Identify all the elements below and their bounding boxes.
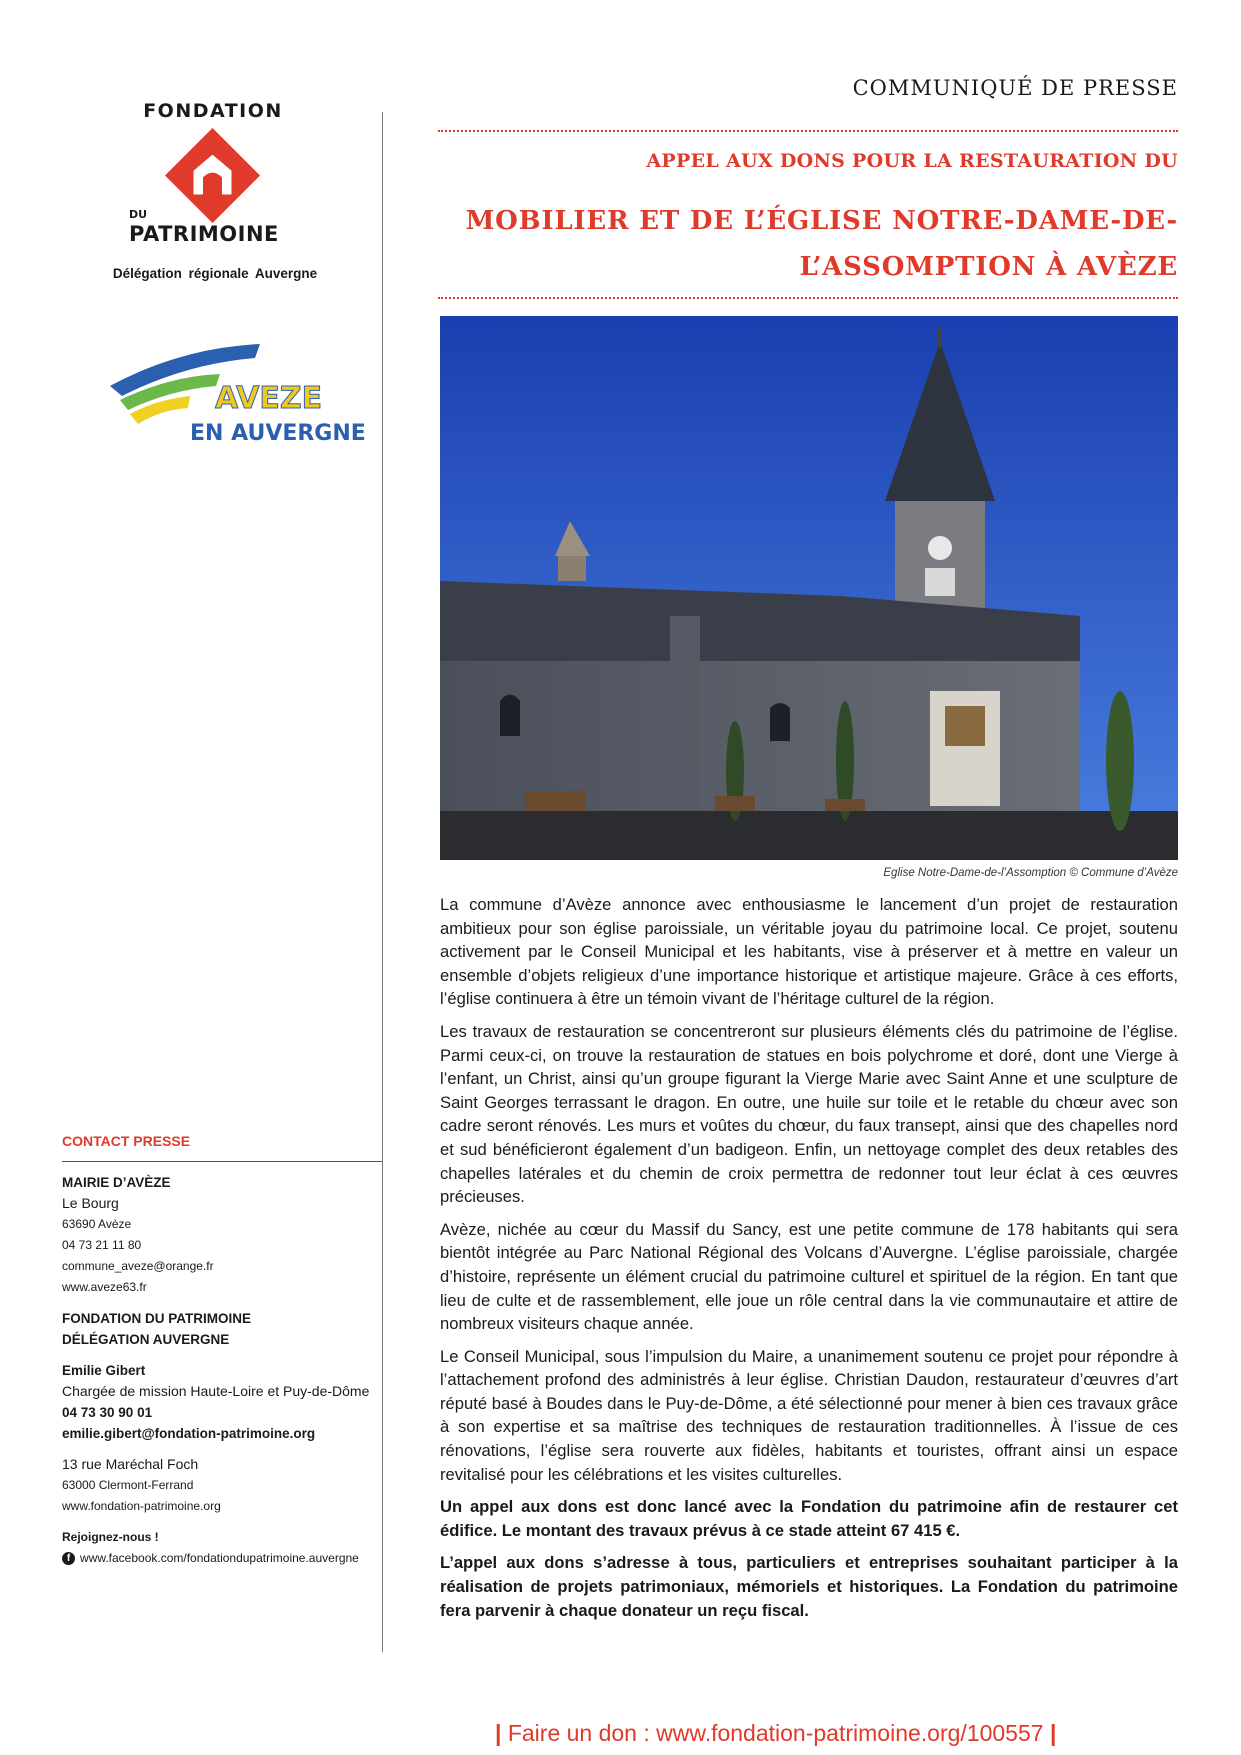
headline-line-2: MOBILIER ET DE L’ÉGLISE NOTRE-DAME-DE-L’ASSOMPTION À AVÈZE <box>465 206 1178 282</box>
header-dotted-rule-bottom <box>438 297 1178 299</box>
fondation-address-1: 13 rue Maréchal Foch <box>62 1456 199 1472</box>
facebook-row[interactable] <box>62 1548 392 1569</box>
paragraph-aveze: Avèze, nichée au cœur du Massif du Sancy, est une petite commune de 178 habitants qui sera bientôt intégrée au Parc National Régional des Volcans d’Auvergne. L’église paroissiale, chargée d’histoire, représente un élément crucial du patrimoine culturel et spirituel de la région. En tant que lieu de culte et de rassemblement, elle joue un rôle central dans la vie communautaire et attire de nombreux visiteurs chaque année. <box>440 1219 1178 1334</box>
mairie-phone: 04 73 21 11 80 <box>62 1238 142 1252</box>
donate-link[interactable] <box>495 1720 1056 1747</box>
fondation-website-link[interactable]: www.fondation-patrimoine.org <box>62 1499 221 1513</box>
delegation-label: Délégation régionale Auvergne <box>112 266 318 281</box>
aveze-en-auvergne-logo-icon <box>100 338 366 458</box>
facebook-icon: f <box>62 1552 75 1565</box>
contact-phone: 04 73 30 90 01 <box>62 1405 153 1420</box>
header-dotted-rule-top <box>438 130 1178 132</box>
contact-presse-title: CONTACT PRESSE <box>62 1133 191 1149</box>
headline-line-1: APPEL AUX DONS POUR LA RESTAURATION DU <box>646 150 1178 172</box>
mairie-address-1: Le Bourg <box>62 1195 119 1211</box>
donate-bar-left: | <box>495 1720 502 1746</box>
paragraph-council: Le Conseil Municipal, sous l’impulsion du Maire, a unanimement soutenu ce projet pour répondre à l’attachement profond des administrés à leur église. Christian Daudon, restaurateur d’œuvres d’art réputé basé à Boudes dans le Puy-de-Dôme, a été sélectionné pour mener à bien ces travaux grâce à son expertise et sa maîtrise des techniques de restauration traditionnelles. À l’issue de ces rénovations, l’église sera rouverte aux fidèles, habitants et touristes, offrant ainsi un espace revitalisé pour les célébrations et les visites culturelles. <box>440 1346 1178 1484</box>
fondation-house-logo-icon <box>165 128 260 223</box>
fondation-name-2: DÉLÉGATION AUVERGNE <box>62 1332 230 1347</box>
donate-bar-right: | <box>1049 1720 1057 1746</box>
communique-kicker: COMMUNIQUÉ DE PRESSE <box>852 76 1178 100</box>
contact-role: Chargée de mission Haute-Loire et Puy-de-Dôme <box>62 1383 370 1399</box>
fondation-patrimoine-wordmark: PATRIMOINE <box>129 222 279 246</box>
join-us-label: Rejoignez-nous ! <box>62 1530 159 1544</box>
en-auvergne-logo-text: EN AUVERGNE <box>190 421 366 446</box>
contact-block <box>62 1172 392 1569</box>
contact-divider <box>62 1161 382 1162</box>
contact-person: Emilie Gibert <box>62 1363 146 1378</box>
mairie-name: MAIRIE D’AVÈZE <box>62 1175 171 1190</box>
sidebar-divider <box>382 112 383 1652</box>
paragraph-donors: L’appel aux dons s’adresse à tous, particuliers et entreprises souhaitant participer à la réalisation de projets patrimoniaux, mémoriels et historiques. La Fondation du patrimoine fera parvenir à chaque donateur un reçu fiscal. <box>440 1553 1178 1620</box>
contact-email-link[interactable]: emilie.gibert@fondation-patrimoine.org <box>62 1426 316 1441</box>
fondation-du-text: DU <box>129 208 148 221</box>
church-photo <box>440 316 1178 860</box>
paragraph-appeal: Un appel aux dons est donc lancé avec la Fondation du patrimoine afin de restaurer cet édifice. Le montant des travaux prévus à ce stade atteint 67 415 €. <box>440 1497 1178 1540</box>
mairie-address-2: 63690 Avèze <box>62 1217 132 1231</box>
article-body <box>440 893 1178 1631</box>
donate-link-text[interactable]: Faire un don : www.fondation-patrimoine.org/100557 <box>507 1720 1044 1746</box>
mairie-email-link[interactable]: commune_aveze@orange.fr <box>62 1259 214 1273</box>
fondation-wordmark: FONDATION <box>143 100 283 122</box>
mairie-website-link[interactable]: www.aveze63.fr <box>62 1280 147 1294</box>
facebook-link[interactable]: www.facebook.com/fondationdupatrimoine.auvergne <box>80 1551 359 1565</box>
photo-caption: Eglise Notre-Dame-de-l’Assomption © Commune d’Avèze <box>883 867 1178 879</box>
paragraph-intro: La commune d’Avèze annonce avec enthousiasme le lancement d’un projet de restauration ambitieux pour son église paroissiale, un véritable joyau du patrimoine local. Ce projet, soutenu activement par le Conseil Municipal et les habitants, vise à préserver et à mettre en valeur un ensemble d’objets religieux d’une importance historique et artistique majeure. Grâce à ces efforts, l’église continuera à être un témoin vivant de l’héritage culturel de la région. <box>440 895 1178 1009</box>
fondation-name-1: FONDATION DU PATRIMOINE <box>62 1311 251 1326</box>
fondation-address-2: 63000 Clermont-Ferrand <box>62 1478 194 1492</box>
paragraph-works: Les travaux de restauration se concentreront sur plusieurs éléments clés du patrimoine de l’église. Parmi ceux-ci, on trouve la restauration de statues en bois polychrome et doré, dont une Vierge à l’enfant, un Christ, ainsi qu’un groupe figurant la Vierge Marie avec Saint Anne et une sculpture de Saint Georges terrassant le dragon. En outre, une huile sur toile et le retable du chœur avec son cadre seront rénovés. Les murs et voûtes du chœur, du faux transept, ainsi que des chapelles nord et sud bénéficieront également d’un badigeon. Enfin, un nettoyage complet des deux retables des chapelles latérales et du chemin de croix permettra de redonner tout leur éclat à ces œuvres précieuses. <box>440 1021 1178 1207</box>
aveze-logo-text: AVEZE <box>215 381 323 416</box>
